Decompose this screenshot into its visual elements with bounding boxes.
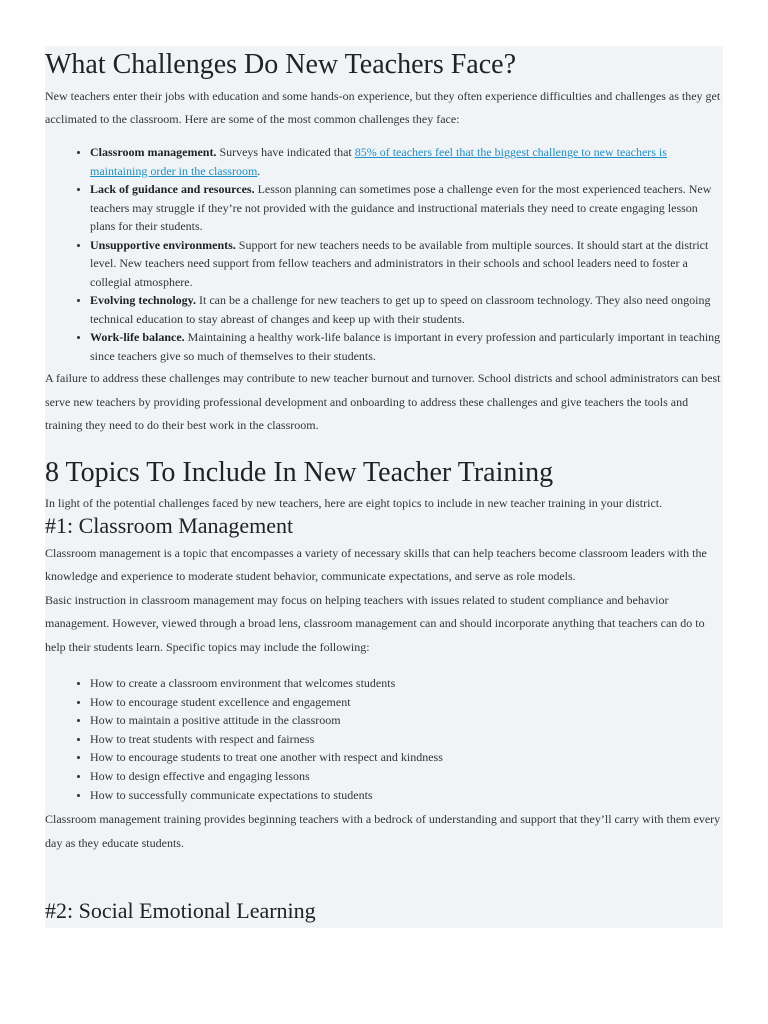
challenge-text: Support for new teachers needs to be available from multiple sources. It should start at the district level. New teachers need support from fellow teachers and administrators in their schools and school leaders need to foster a collegial atmosphere. xyxy=(90,237,709,289)
challenge-text: Maintaining a healthy work-life balance is important in every profession and particularly important in teaching since teachers give so much of themselves to their students. xyxy=(90,330,721,363)
article-content xyxy=(45,46,723,928)
topic-heading-classroom-management: #1: Classroom Management xyxy=(45,512,294,538)
list-item xyxy=(90,236,723,292)
list-item: • How to design effective and engaging lessons xyxy=(90,767,723,786)
challenges-closing-paragraph: A failure to address these challenges may contribute to new teacher burnout and turnover. School districts and school administrators can best serve new teachers by providing professional development and onboarding to address these challenges and give teachers the tools and training they need to do their best work in the classroom. xyxy=(45,371,721,432)
classroom-management-body xyxy=(45,542,723,660)
challenge-term: Unsupportive environments. xyxy=(90,237,236,252)
challenge-term: Lack of guidance and resources. xyxy=(90,182,255,196)
list-item xyxy=(90,143,723,180)
topic-heading-social-emotional-learning: #2: Social Emotional Learning xyxy=(45,898,316,924)
challenge-term: Evolving technology. xyxy=(90,293,197,307)
topics-intro-paragraph: In light of the potential challenges faced by new teachers, here are eight topics to include in new teacher training in your district. xyxy=(45,495,663,510)
challenge-text-end: . xyxy=(257,163,261,178)
list-item: • How to encourage student excellence and engagement xyxy=(90,693,723,712)
classroom-management-paragraph-1: Classroom management is a topic that encompasses a variety of necessary skills that can help teachers become classroom leaders with the knowledge and experience to moderate student behavior, communicate expectations, and serve as role models. xyxy=(45,545,707,583)
section-heading-topics: 8 Topics To Include In New Teacher Training xyxy=(45,456,554,488)
classroom-management-list xyxy=(45,674,723,804)
list-item: • How to treat students with respect and fairness xyxy=(90,730,723,749)
list-item: • How to maintain a positive attitude in the classroom xyxy=(90,711,723,730)
challenge-term: Classroom management. xyxy=(90,145,217,159)
list-item xyxy=(90,180,723,236)
challenge-term: Work-life balance. xyxy=(90,330,185,344)
challenges-list xyxy=(45,143,723,365)
challenge-text: Surveys have indicated that xyxy=(216,145,355,159)
classroom-management-paragraph-2: Basic instruction in classroom management may focus on helping teachers with issues related to student compliance and behavior management. However, viewed through a broad lens, classroom management can and should incorporate anything that teachers can do to help their students learn. Specific topics may include the following: xyxy=(45,592,705,654)
survey-link[interactable]: 85% of teachers feel that the biggest challenge to new teachers is maintaining order in the classroom xyxy=(90,145,667,178)
section-heading-challenges: What Challenges Do New Teachers Face? xyxy=(45,49,516,80)
challenge-text: It can be a challenge for new teachers to get up to speed on classroom technology. They also need ongoing technical education to stay abreast of changes and keep up with their students. xyxy=(90,293,711,326)
list-item: • How to successfully communicate expectations to students xyxy=(90,786,723,805)
classroom-management-closing-paragraph: Classroom management training provides beginning teachers with a bedrock of understanding and support that they’ll carry with them every day as they educate students. xyxy=(45,812,721,850)
challenges-intro-paragraph: New teachers enter their jobs with education and some hands-on experience, but they often experience difficulties and challenges as they get acclimated to the classroom. Here are some of the most common challenges they face: xyxy=(45,89,721,126)
list-item: • How to encourage students to treat one another with respect and kindness xyxy=(90,748,723,767)
list-item xyxy=(90,328,723,365)
list-item xyxy=(90,291,723,328)
list-item: • How to create a classroom environment that welcomes students xyxy=(90,674,723,693)
challenge-text: Lesson planning can sometimes pose a challenge even for the most experienced teachers. New teachers may struggle if they’re not provided with the guidance and instructional materials they need to create engaging lesson plans for their students. xyxy=(90,182,712,233)
